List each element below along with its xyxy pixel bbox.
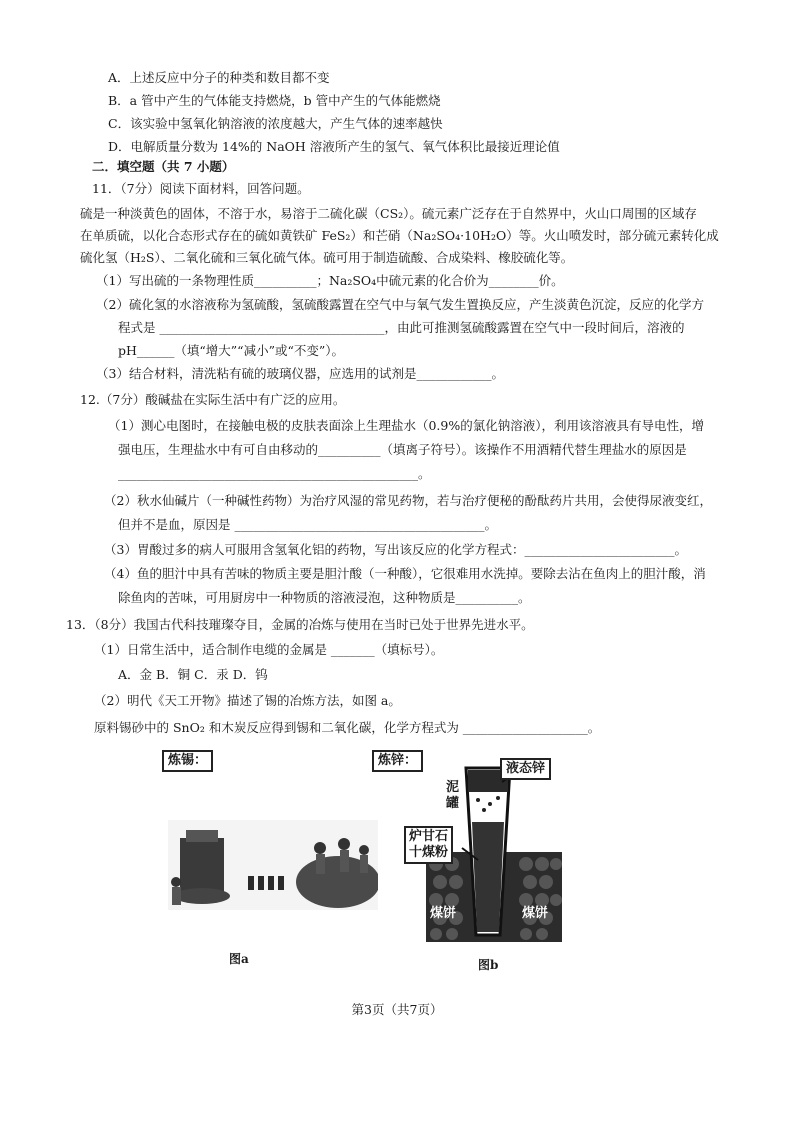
q13-part2: （2）明代《天工开物》描述了锡的冶炼方法，如图 a。 (94, 693, 401, 708)
q13-choices: A．金 B．铜 C．汞 D．钨 (118, 667, 268, 682)
coal-cake-left-label: 煤饼 (430, 906, 457, 921)
figure-b-title: 炼锌： (372, 750, 423, 772)
mud-can-label: 泥罐 (446, 780, 460, 811)
q11-head: 11．（7分）阅读下面材料，回答问题。 (92, 181, 310, 196)
coal-cake-right-label: 煤饼 (522, 906, 549, 921)
ore-label-line2: 十煤粉 (409, 845, 449, 860)
q12-part1-line3: ________________________________________________。 (118, 466, 431, 481)
q12-part1-line1: （1）测心电图时，在接触电极的皮肤表面涂上生理盐水（0.9%的氯化钠溶液），利用该溶液具有导电性，增 (108, 418, 704, 433)
page-number: 第3页（共7页） (351, 1002, 443, 1017)
q12-part4-line2: 除鱼肉的苦味，可用厨房中一种物质的溶液浸泡，这种物质是__________。 (118, 590, 531, 605)
q11-part2-line1: （2）硫化氢的水溶液称为氢硫酸，氢硫酸露置在空气中与氧气发生置换反应，产生淡黄色沉淀，反应的化学方 (96, 297, 704, 312)
ore-label-line1: 炉甘石 (409, 829, 449, 844)
q11-material-1: 硫是一种淡黄色的固体，不溶于水，易溶于二硫化碳（CS₂）。硫元素广泛存在于自然界中，火山口周围的区域存 (80, 206, 697, 221)
option-b: B．a 管中产生的气体能支持燃烧，b 管中产生的气体能燃烧 (108, 93, 441, 108)
q12-part3: （3）胃酸过多的病人可服用含氢氧化铝的药物，写出该反应的化学方程式：________________________。 (104, 542, 687, 557)
option-d: D．电解质量分数为 14%的 NaOH 溶液所产生的氢气、氧气体积比最接近理论值 (108, 139, 560, 154)
q12-head: 12.（7分）酸碱盐在实际生活中有广泛的应用。 (80, 392, 346, 407)
figure-b-caption: 图b (478, 958, 499, 972)
q11-part2-line3: pH______（填“增大”“减小”或“不变”）。 (118, 343, 344, 358)
q13-head: 13．（8分）我国古代科技璀璨夺目，金属的冶炼与使用在当时已处于世界先进水平。 (66, 617, 534, 632)
figure-a-title: 炼锡： (162, 750, 213, 772)
q12-part1-line2: 强电压，生理盐水中有可自由移动的__________（填离子符号）。该操作不用酒精代替生理盐水的原因是 (118, 442, 687, 457)
figure-a-caption: 图a (229, 952, 249, 966)
q12-part2-line2: 但并不是血，原因是 ________________________________________。 (118, 517, 497, 532)
q13-part1: （1）日常生活中，适合制作电缆的金属是 _______（填标号）。 (94, 642, 444, 657)
q13-part2-equation: 原料锡砂中的 SnO₂ 和木炭反应得到锡和二氧化碳，化学方程式为 ____________________。 (94, 720, 601, 735)
tin-smelting-illustration (168, 820, 378, 910)
q11-material-3: 硫化氢（H₂S）、二氧化硫和三氧化硫气体。硫可用于制造硫酸、合成染料、橡胶硫化等。 (80, 250, 574, 265)
q11-part1: （1）写出硫的一条物理性质__________；Na₂SO₄中硫元素的化合价为________价。 (96, 273, 564, 288)
section-title: 二．填空题（共 7 小题） (92, 159, 235, 174)
option-c: C．该实验中氢氧化钠溶液的浓度越大，产生气体的速率越快 (108, 116, 443, 131)
q12-part2-line1: （2）秋水仙碱片（一种碱性药物）为治疗风湿的常见药物，若与治疗便秘的酚酞药片共用，会使得尿液变红， (104, 493, 712, 508)
ore-label-box (404, 826, 453, 864)
liquid-zinc-label: 液态锌 (500, 758, 551, 780)
q12-part4-line1: （4）鱼的胆汁中具有苦味的物质主要是胆汁酸（一种酸），它很难用水洗掉。要除去沾在鱼肉上的胆汁酸，消 (104, 566, 706, 581)
q11-material-2: 在单质硫，以化合态形式存在的硫如黄铁矿 FeS₂）和芒硝（Na₂SO₄·10H₂O）等。火山喷发时，部分硫元素转化成 (80, 228, 719, 243)
q11-part3: （3）结合材料，清洗粘有硫的玻璃仪器，应选用的试剂是____________。 (96, 366, 504, 381)
option-a: A．上述反应中分子的种类和数目都不变 (108, 70, 330, 85)
q11-part2-line2: 程式是 ____________________________________，由此可推测氢硫酸露置在空气中一段时间后，溶液的 (118, 320, 685, 335)
